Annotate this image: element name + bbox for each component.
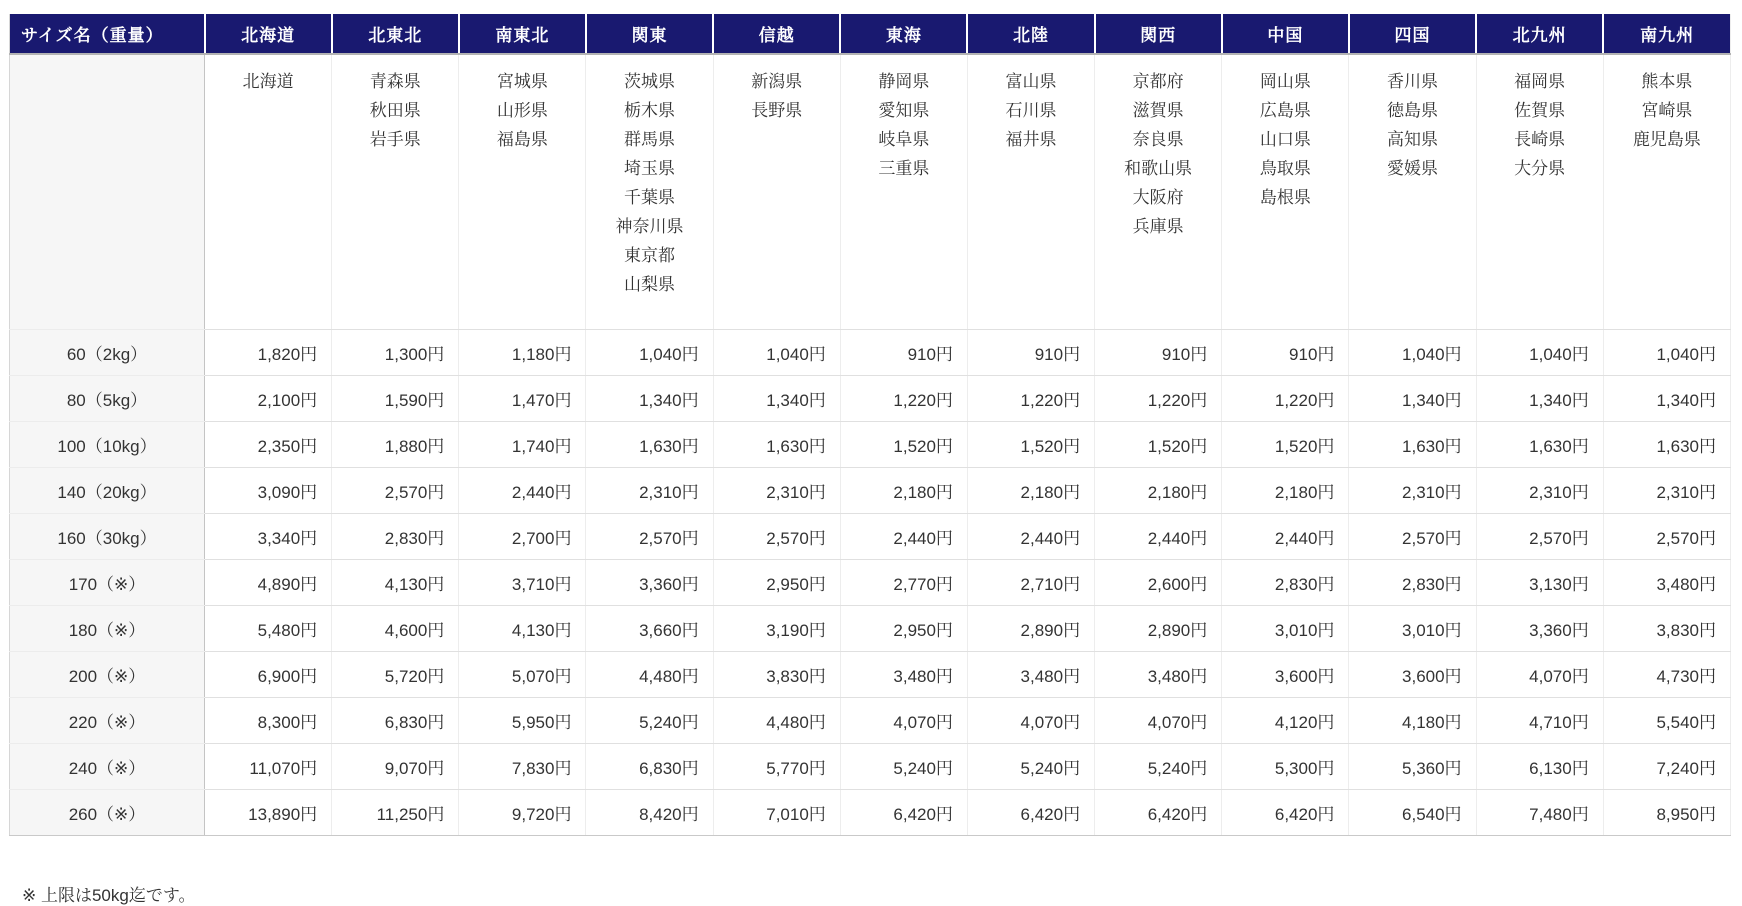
size-label-cell: 160（30kg） bbox=[10, 514, 205, 560]
price-cell: 1,590円 bbox=[332, 376, 459, 422]
price-cell: 2,310円 bbox=[1476, 468, 1603, 514]
size-label-cell: 240（※） bbox=[10, 744, 205, 790]
size-price-row bbox=[10, 744, 1731, 790]
prefecture-name: 鳥取県 bbox=[1259, 159, 1311, 178]
price-cell: 2,100円 bbox=[205, 376, 332, 422]
price-cell: 3,360円 bbox=[1476, 606, 1603, 652]
price-cell: 910円 bbox=[967, 330, 1094, 376]
weight-limit-note: ※ 上限は50kg迄です。 bbox=[22, 886, 196, 905]
region-column-header: 北九州 bbox=[1476, 14, 1603, 54]
price-cell: 2,830円 bbox=[332, 514, 459, 560]
price-cell: 1,880円 bbox=[332, 422, 459, 468]
size-price-row bbox=[10, 790, 1731, 836]
price-cell: 2,310円 bbox=[1349, 468, 1476, 514]
prefecture-name: 大分県 bbox=[1514, 159, 1566, 178]
price-cell: 2,310円 bbox=[586, 468, 713, 514]
price-cell: 6,130円 bbox=[1476, 744, 1603, 790]
price-cell: 4,180円 bbox=[1349, 698, 1476, 744]
prefecture-name: 大阪府 bbox=[1132, 188, 1184, 207]
price-cell: 2,890円 bbox=[967, 606, 1094, 652]
price-cell: 6,830円 bbox=[586, 744, 713, 790]
price-cell: 1,340円 bbox=[1349, 376, 1476, 422]
price-cell: 3,010円 bbox=[1222, 606, 1349, 652]
prefectures-row bbox=[10, 54, 1731, 330]
price-cell: 5,240円 bbox=[840, 744, 967, 790]
price-cell: 3,480円 bbox=[967, 652, 1094, 698]
prefecture-name: 山梨県 bbox=[624, 275, 676, 294]
prefecture-name: 熊本県 bbox=[1641, 72, 1693, 91]
price-cell: 1,040円 bbox=[586, 330, 713, 376]
price-cell: 2,310円 bbox=[713, 468, 840, 514]
price-cell: 7,240円 bbox=[1603, 744, 1730, 790]
price-cell: 4,070円 bbox=[840, 698, 967, 744]
size-label-cell: 220（※） bbox=[10, 698, 205, 744]
price-cell: 2,440円 bbox=[459, 468, 586, 514]
prefecture-list-cell bbox=[1603, 54, 1730, 330]
price-cell: 4,070円 bbox=[1095, 698, 1222, 744]
price-cell: 5,770円 bbox=[713, 744, 840, 790]
prefecture-name: 石川県 bbox=[1005, 101, 1057, 120]
price-cell: 2,600円 bbox=[1095, 560, 1222, 606]
price-cell: 2,570円 bbox=[1349, 514, 1476, 560]
price-cell: 2,440円 bbox=[1222, 514, 1349, 560]
size-label-cell: 100（10kg） bbox=[10, 422, 205, 468]
price-cell: 3,340円 bbox=[205, 514, 332, 560]
size-label-cell: 80（5kg） bbox=[10, 376, 205, 422]
price-cell: 1,520円 bbox=[1095, 422, 1222, 468]
price-cell: 2,180円 bbox=[1095, 468, 1222, 514]
prefecture-name: 静岡県 bbox=[878, 72, 930, 91]
price-cell: 9,070円 bbox=[332, 744, 459, 790]
price-cell: 3,190円 bbox=[713, 606, 840, 652]
price-cell: 6,420円 bbox=[1095, 790, 1222, 836]
size-label-cell: 200（※） bbox=[10, 652, 205, 698]
price-cell: 5,950円 bbox=[459, 698, 586, 744]
price-cell: 7,480円 bbox=[1476, 790, 1603, 836]
price-cell: 2,710円 bbox=[967, 560, 1094, 606]
prefecture-name: 徳島県 bbox=[1386, 101, 1438, 120]
price-cell: 2,180円 bbox=[840, 468, 967, 514]
prefectures-row-size-cell bbox=[10, 54, 205, 330]
price-cell: 5,540円 bbox=[1603, 698, 1730, 744]
price-cell: 4,710円 bbox=[1476, 698, 1603, 744]
table-header-row bbox=[10, 14, 1731, 54]
price-cell: 1,300円 bbox=[332, 330, 459, 376]
prefecture-name: 滋賀県 bbox=[1132, 101, 1184, 120]
price-cell: 1,520円 bbox=[1222, 422, 1349, 468]
price-cell: 3,480円 bbox=[1603, 560, 1730, 606]
region-column-header: 信越 bbox=[713, 14, 840, 54]
price-cell: 1,630円 bbox=[1603, 422, 1730, 468]
price-cell: 4,070円 bbox=[1476, 652, 1603, 698]
price-cell: 1,340円 bbox=[586, 376, 713, 422]
size-price-row bbox=[10, 514, 1731, 560]
price-cell: 910円 bbox=[840, 330, 967, 376]
price-cell: 1,520円 bbox=[967, 422, 1094, 468]
price-cell: 6,830円 bbox=[332, 698, 459, 744]
price-cell: 3,480円 bbox=[840, 652, 967, 698]
price-cell: 3,130円 bbox=[1476, 560, 1603, 606]
price-cell: 1,630円 bbox=[1349, 422, 1476, 468]
region-column-header: 関東 bbox=[586, 14, 713, 54]
prefecture-name: 島根県 bbox=[1259, 188, 1311, 207]
prefecture-name: 富山県 bbox=[1005, 72, 1057, 91]
prefecture-name: 佐賀県 bbox=[1514, 101, 1566, 120]
size-label-cell: 170（※） bbox=[10, 560, 205, 606]
prefecture-list-cell bbox=[459, 54, 586, 330]
size-column-header: サイズ名（重量） bbox=[10, 14, 205, 54]
region-column-header: 北東北 bbox=[332, 14, 459, 54]
prefecture-name: 鹿児島県 bbox=[1632, 130, 1701, 149]
prefecture-name: 埼玉県 bbox=[624, 159, 676, 178]
prefecture-name: 群馬県 bbox=[624, 130, 676, 149]
prefecture-name: 栃木県 bbox=[624, 101, 676, 120]
price-cell: 9,720円 bbox=[459, 790, 586, 836]
price-cell: 4,600円 bbox=[332, 606, 459, 652]
prefecture-name: 長崎県 bbox=[1514, 130, 1566, 149]
price-cell: 3,600円 bbox=[1349, 652, 1476, 698]
prefecture-list-cell bbox=[1476, 54, 1603, 330]
price-cell: 2,180円 bbox=[1222, 468, 1349, 514]
price-cell: 13,890円 bbox=[205, 790, 332, 836]
price-cell: 2,440円 bbox=[840, 514, 967, 560]
size-label-cell: 180（※） bbox=[10, 606, 205, 652]
prefecture-name: 青森県 bbox=[369, 72, 421, 91]
prefecture-name: 茨城県 bbox=[624, 72, 676, 91]
prefecture-name: 福井県 bbox=[1005, 130, 1057, 149]
price-cell: 1,470円 bbox=[459, 376, 586, 422]
price-cell: 7,010円 bbox=[713, 790, 840, 836]
price-cell: 1,340円 bbox=[1603, 376, 1730, 422]
price-cell: 3,830円 bbox=[713, 652, 840, 698]
prefecture-name: 和歌山県 bbox=[1124, 159, 1193, 178]
prefecture-name: 山口県 bbox=[1259, 130, 1311, 149]
price-cell: 4,480円 bbox=[586, 652, 713, 698]
prefecture-name: 京都府 bbox=[1132, 72, 1184, 91]
price-cell: 2,570円 bbox=[586, 514, 713, 560]
price-cell: 5,070円 bbox=[459, 652, 586, 698]
prefecture-name: 兵庫県 bbox=[1132, 217, 1184, 236]
prefecture-name: 岡山県 bbox=[1259, 72, 1311, 91]
prefecture-list-cell bbox=[205, 54, 332, 330]
region-column-header: 東海 bbox=[840, 14, 967, 54]
price-cell: 2,350円 bbox=[205, 422, 332, 468]
price-cell: 5,240円 bbox=[586, 698, 713, 744]
region-column-header: 南九州 bbox=[1603, 14, 1730, 54]
prefecture-name: 愛知県 bbox=[878, 101, 930, 120]
price-cell: 6,420円 bbox=[1222, 790, 1349, 836]
price-cell: 1,220円 bbox=[967, 376, 1094, 422]
price-cell: 6,420円 bbox=[967, 790, 1094, 836]
prefecture-list-cell bbox=[332, 54, 459, 330]
prefecture-list-cell bbox=[1222, 54, 1349, 330]
price-cell: 4,070円 bbox=[967, 698, 1094, 744]
prefecture-name: 宮崎県 bbox=[1641, 101, 1693, 120]
prefecture-list-cell bbox=[840, 54, 967, 330]
price-cell: 910円 bbox=[1095, 330, 1222, 376]
prefecture-name: 広島県 bbox=[1259, 101, 1311, 120]
price-cell: 2,310円 bbox=[1603, 468, 1730, 514]
price-cell: 4,730円 bbox=[1603, 652, 1730, 698]
shipping-rate-table bbox=[9, 14, 1731, 836]
price-cell: 2,890円 bbox=[1095, 606, 1222, 652]
size-price-row bbox=[10, 422, 1731, 468]
price-cell: 3,090円 bbox=[205, 468, 332, 514]
prefecture-name: 愛媛県 bbox=[1386, 159, 1438, 178]
prefecture-list-cell bbox=[713, 54, 840, 330]
price-cell: 7,830円 bbox=[459, 744, 586, 790]
price-cell: 2,440円 bbox=[1095, 514, 1222, 560]
prefecture-name: 千葉県 bbox=[624, 188, 676, 207]
price-cell: 5,360円 bbox=[1349, 744, 1476, 790]
price-cell: 2,950円 bbox=[713, 560, 840, 606]
region-column-header: 北海道 bbox=[205, 14, 332, 54]
prefecture-list-cell bbox=[967, 54, 1094, 330]
price-cell: 3,830円 bbox=[1603, 606, 1730, 652]
prefecture-list-cell bbox=[1349, 54, 1476, 330]
size-price-row bbox=[10, 698, 1731, 744]
size-price-row bbox=[10, 330, 1731, 376]
price-cell: 2,830円 bbox=[1222, 560, 1349, 606]
price-cell: 2,570円 bbox=[1603, 514, 1730, 560]
prefecture-name: 福島県 bbox=[496, 130, 548, 149]
prefecture-list-cell bbox=[1095, 54, 1222, 330]
prefecture-name: 北海道 bbox=[242, 72, 294, 91]
price-cell: 1,740円 bbox=[459, 422, 586, 468]
price-cell: 4,130円 bbox=[459, 606, 586, 652]
price-cell: 1,630円 bbox=[1476, 422, 1603, 468]
price-cell: 2,440円 bbox=[967, 514, 1094, 560]
price-cell: 1,040円 bbox=[1349, 330, 1476, 376]
price-cell: 1,340円 bbox=[713, 376, 840, 422]
prefecture-name: 高知県 bbox=[1386, 130, 1438, 149]
size-price-row bbox=[10, 376, 1731, 422]
prefecture-name: 岩手県 bbox=[369, 130, 421, 149]
prefecture-name: 奈良県 bbox=[1132, 130, 1184, 149]
size-price-row bbox=[10, 606, 1731, 652]
price-cell: 2,770円 bbox=[840, 560, 967, 606]
price-cell: 1,520円 bbox=[840, 422, 967, 468]
prefecture-name: 新潟県 bbox=[751, 72, 803, 91]
price-cell: 2,570円 bbox=[1476, 514, 1603, 560]
size-label-cell: 60（2kg） bbox=[10, 330, 205, 376]
price-cell: 1,220円 bbox=[840, 376, 967, 422]
price-cell: 1,630円 bbox=[713, 422, 840, 468]
price-cell: 2,700円 bbox=[459, 514, 586, 560]
price-cell: 5,240円 bbox=[1095, 744, 1222, 790]
size-price-row bbox=[10, 560, 1731, 606]
price-cell: 2,570円 bbox=[332, 468, 459, 514]
size-price-row bbox=[10, 652, 1731, 698]
price-cell: 4,890円 bbox=[205, 560, 332, 606]
region-column-header: 中国 bbox=[1222, 14, 1349, 54]
prefecture-name: 岐阜県 bbox=[878, 130, 930, 149]
price-cell: 11,250円 bbox=[332, 790, 459, 836]
price-cell: 11,070円 bbox=[205, 744, 332, 790]
price-cell: 8,420円 bbox=[586, 790, 713, 836]
price-cell: 5,240円 bbox=[967, 744, 1094, 790]
region-column-header: 北陸 bbox=[967, 14, 1094, 54]
prefecture-name: 福岡県 bbox=[1514, 72, 1566, 91]
price-cell: 6,900円 bbox=[205, 652, 332, 698]
price-cell: 8,950円 bbox=[1603, 790, 1730, 836]
prefecture-name: 宮城県 bbox=[496, 72, 548, 91]
prefecture-name: 三重県 bbox=[878, 159, 930, 178]
price-cell: 1,220円 bbox=[1222, 376, 1349, 422]
price-cell: 4,130円 bbox=[332, 560, 459, 606]
size-price-row bbox=[10, 468, 1731, 514]
prefecture-list-cell bbox=[586, 54, 713, 330]
price-cell: 1,040円 bbox=[1603, 330, 1730, 376]
region-column-header: 関西 bbox=[1095, 14, 1222, 54]
region-column-header: 南東北 bbox=[459, 14, 586, 54]
region-column-header: 四国 bbox=[1349, 14, 1476, 54]
price-cell: 3,480円 bbox=[1095, 652, 1222, 698]
prefecture-name: 神奈川県 bbox=[615, 217, 684, 236]
price-cell: 6,540円 bbox=[1349, 790, 1476, 836]
price-cell: 1,180円 bbox=[459, 330, 586, 376]
price-cell: 3,660円 bbox=[586, 606, 713, 652]
price-cell: 3,600円 bbox=[1222, 652, 1349, 698]
price-cell: 3,710円 bbox=[459, 560, 586, 606]
price-cell: 4,480円 bbox=[713, 698, 840, 744]
size-label-cell: 140（20kg） bbox=[10, 468, 205, 514]
price-cell: 2,950円 bbox=[840, 606, 967, 652]
prefecture-name: 長野県 bbox=[751, 101, 803, 120]
price-cell: 5,720円 bbox=[332, 652, 459, 698]
size-label-cell: 260（※） bbox=[10, 790, 205, 836]
prefecture-name: 東京都 bbox=[624, 246, 676, 265]
prefecture-name: 山形県 bbox=[496, 101, 548, 120]
price-cell: 1,630円 bbox=[586, 422, 713, 468]
price-cell: 3,010円 bbox=[1349, 606, 1476, 652]
prefecture-name: 秋田県 bbox=[369, 101, 421, 120]
price-cell: 910円 bbox=[1222, 330, 1349, 376]
price-cell: 2,830円 bbox=[1349, 560, 1476, 606]
prefecture-name: 香川県 bbox=[1386, 72, 1438, 91]
price-cell: 2,180円 bbox=[967, 468, 1094, 514]
price-cell: 8,300円 bbox=[205, 698, 332, 744]
price-cell: 6,420円 bbox=[840, 790, 967, 836]
price-cell: 1,040円 bbox=[1476, 330, 1603, 376]
price-cell: 3,360円 bbox=[586, 560, 713, 606]
price-cell: 1,040円 bbox=[713, 330, 840, 376]
price-cell: 4,120円 bbox=[1222, 698, 1349, 744]
price-cell: 5,480円 bbox=[205, 606, 332, 652]
price-cell: 1,220円 bbox=[1095, 376, 1222, 422]
price-cell: 1,340円 bbox=[1476, 376, 1603, 422]
price-cell: 5,300円 bbox=[1222, 744, 1349, 790]
price-cell: 2,570円 bbox=[713, 514, 840, 560]
price-cell: 1,820円 bbox=[205, 330, 332, 376]
